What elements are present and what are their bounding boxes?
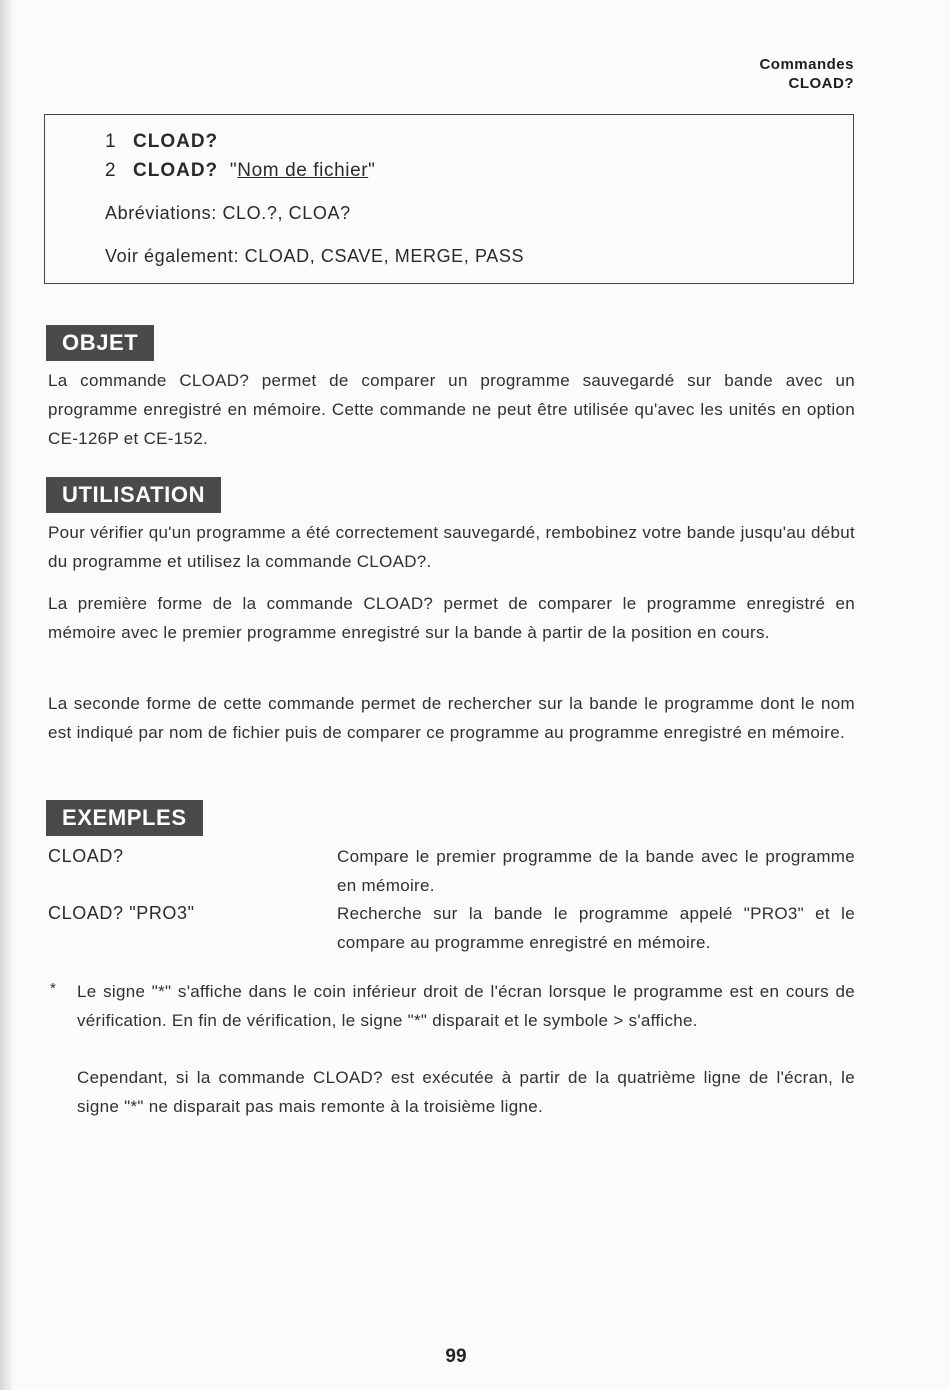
section-label-objet: OBJET (46, 325, 154, 361)
syntax-arg-filename: Nom de fichier (237, 160, 369, 181)
syntax-form-1-number: 1 (105, 131, 117, 152)
syntax-form-2-number: 2 (105, 160, 117, 181)
syntax-form-1 (105, 131, 218, 153)
footnote-paragraph-1: Le signe "*" s'affiche dans le coin inférieur droit de l'écran lorsque le programme est en cours de vérification. En fin de vérification, le signe "*" disparait et le symbole > s'affiche. (77, 982, 855, 1030)
example-2-description: Recherche sur la bande le programme appelé "PRO3" et le compare au programme enregistré en mémoire. (337, 904, 855, 952)
utilisation-paragraph-3: La seconde forme de cette commande permet de rechercher sur la bande le programme dont le nom est indiqué par nom de fichier puis de comparer ce programme au programme enregistré en mémoire. (48, 694, 855, 742)
example-1-description: Compare le premier programme de la bande avec le programme en mémoire. (337, 847, 855, 895)
header-section: Commandes (759, 56, 854, 73)
syntax-abbreviations: Abréviations: CLO.?, CLOA? (105, 203, 351, 223)
syntax-box (44, 114, 854, 284)
footnote-marker: * (50, 980, 56, 997)
syntax-arg-close-quote: " (368, 160, 376, 181)
syntax-arg-open-quote: " (229, 160, 238, 181)
section-label-exemples: EXEMPLES (46, 800, 203, 836)
page-edge-shadow (0, 0, 14, 1390)
page-number: 99 (445, 1346, 467, 1367)
running-header (759, 55, 854, 93)
syntax-form-2-command: CLOAD? (133, 160, 219, 181)
syntax-form-2 (105, 160, 376, 182)
example-1-command: CLOAD? (48, 846, 124, 866)
objet-paragraph: La commande CLOAD? permet de comparer un programme sauvegardé sur bande avec un programme enregistré en mémoire. Cette commande ne peut être utilisée qu'avec les unités en option CE-126P et CE-152. (48, 371, 855, 448)
section-label-utilisation: UTILISATION (46, 477, 221, 513)
utilisation-paragraph-2: La première forme de la commande CLOAD? permet de comparer le programme enregistré en mémoire avec le premier programme enregistré sur la bande à partir de la position en cours. (48, 594, 855, 642)
syntax-form-1-command: CLOAD? (133, 131, 219, 152)
example-2-command: CLOAD? "PRO3" (48, 903, 195, 923)
header-command: CLOAD? (788, 75, 854, 92)
utilisation-paragraph-1: Pour vérifier qu'un programme a été correctement sauvegardé, rembobinez votre bande jusqu'au début du programme et utilisez la commande CLOAD?. (48, 523, 855, 571)
footnote-paragraph-2: Cependant, si la commande CLOAD? est exécutée à partir de la quatrième ligne de l'écran, le signe "*" ne disparait pas mais remonte à la troisième ligne. (77, 1068, 855, 1116)
syntax-see-also: Voir également: CLOAD, CSAVE, MERGE, PASS (105, 246, 525, 266)
